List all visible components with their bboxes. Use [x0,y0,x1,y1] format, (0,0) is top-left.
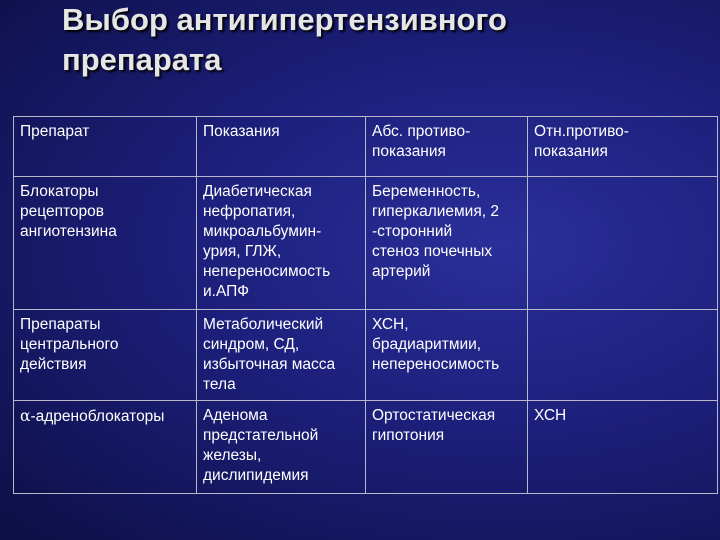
table-header-row [14,117,718,177]
header-absolute-contraindications: Абс. противо- показания [366,117,528,177]
cell-absolute-contraindications: Беременность, гиперкалиемия, 2 -сторонний стеноз почечных артерий [366,177,528,310]
slide-title: Выбор антигипертензивного препарата [62,2,507,77]
header-drug: Препарат [14,117,197,177]
cell-drug-text: -адреноблокаторы [30,408,165,425]
cell-indications: Диабетическая нефропатия, микроальбумин- урия, ГЛЖ, непереносимость и.АПФ [197,177,366,310]
cell-relative-contraindications: ХСН [528,401,718,494]
cell-indications: Аденома предстательной железы, дислипидемия [197,401,366,494]
table-row [14,401,718,494]
cell-absolute-contraindications: ХСН, брадиаритмии, непереносимость [366,310,528,401]
cell-absolute-contraindications: Ортостатическая гипотония [366,401,528,494]
header-indications: Показания [197,117,366,177]
header-relative-contraindications: Отн.противо- показания [528,117,718,177]
cell-relative-contraindications [528,310,718,401]
cell-drug [14,401,197,494]
cell-drug: Блокаторы рецепторов ангиотензина [14,177,197,310]
drug-comparison-table [13,116,718,494]
cell-indications: Метаболический синдром, СД, избыточная масса тела [197,310,366,401]
table-row [14,310,718,401]
cell-relative-contraindications [528,177,718,310]
cell-drug: Препараты центрального действия [14,310,197,401]
alpha-symbol: α [20,407,31,425]
table-row [14,177,718,310]
